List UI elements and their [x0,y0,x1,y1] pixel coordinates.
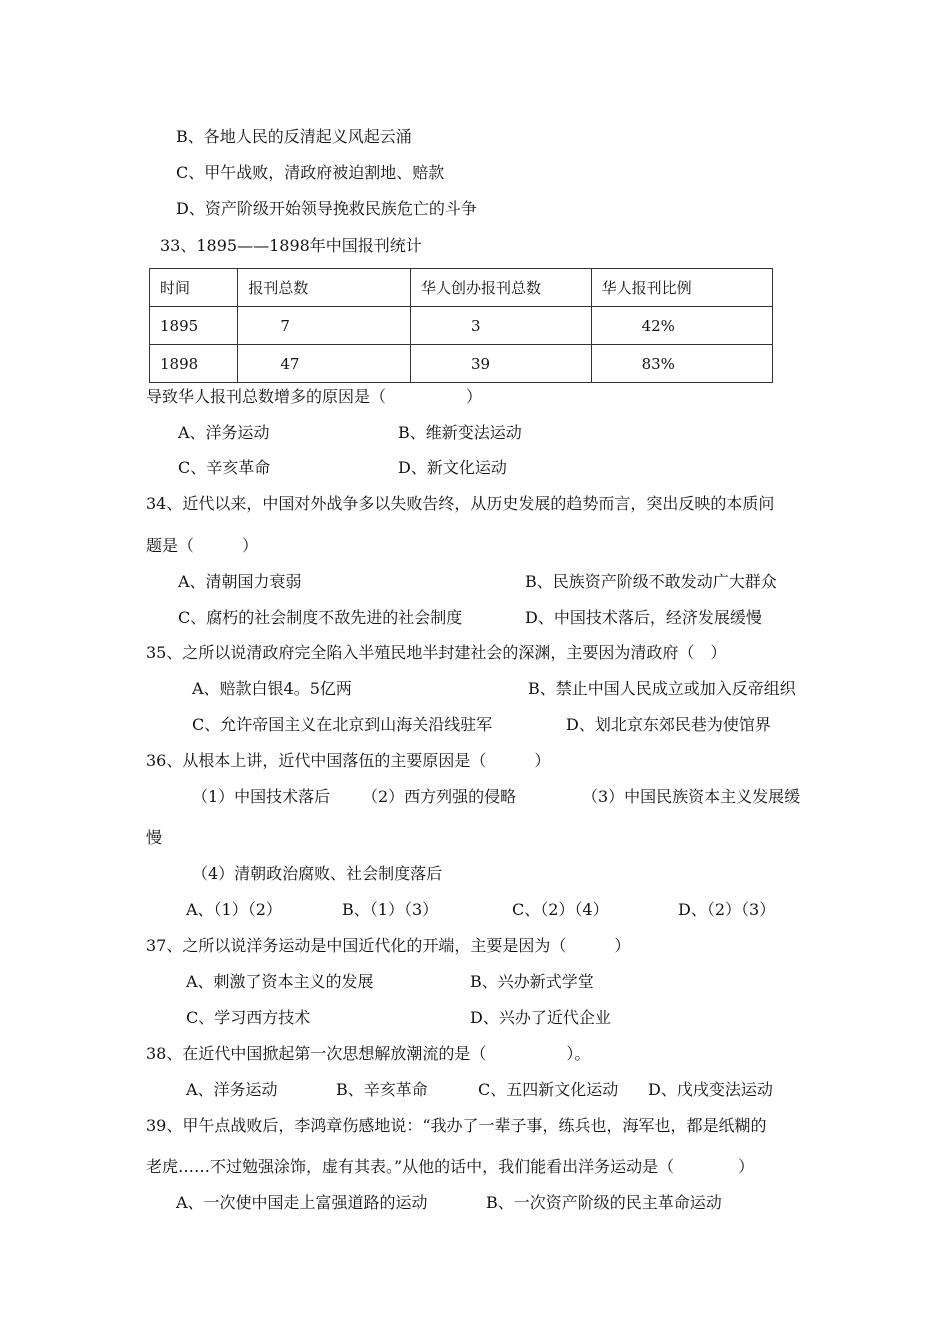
q33-title: 33、1895——1898年中国报刊统计 [160,236,422,255]
q37-option-c: C、学习西方技术 [186,1008,311,1027]
q37-option-b: B、兴办新式学堂 [470,972,594,991]
q38-option-a: A、洋务运动 [186,1080,278,1099]
q35-option-b: B、禁止中国人民成立或加入反帝组织 [528,679,796,698]
q38-stem: 38、在近代中国掀起第一次思想解放潮流的是（ ）。 [146,1044,591,1063]
q36-item-4: （4）清朝政治腐败、社会制度落后 [192,864,443,883]
q34-stem-line2: 题是（ ） [146,536,259,555]
table-cell: 7 [238,307,411,345]
table-cell: 83% [591,345,772,383]
q33-option-c: C、辛亥革命 [178,458,271,477]
q36-item-1: （1）中国技术落后 [192,787,331,806]
q37-option-a: A、刺激了资本主义的发展 [186,972,374,991]
q33-option-a: A、洋务运动 [178,423,270,442]
q38-option-b: B、辛亥革命 [336,1080,428,1099]
q33-option-d: D、新文化运动 [398,458,507,477]
q33-stem: 导致华人报刊总数增多的原因是（ ） [146,387,483,406]
table-cell: 3 [411,307,592,345]
q34-option-a: A、清朝国力衰弱 [178,572,302,591]
q36-option-d: D、（2）（3） [678,900,776,919]
q32-option-c: C、甲午战败，清政府被迫割地、赔款 [176,163,445,182]
q38-option-c: C、五四新文化运动 [478,1080,619,1099]
q37-option-d: D、兴办了近代企业 [470,1008,611,1027]
table-row [150,307,773,345]
table-row [150,345,773,383]
q36-option-b: B、（1）（3） [342,900,439,919]
table-cell: 39 [411,345,592,383]
q34-option-c: C、腐朽的社会制度不敌先进的社会制度 [178,608,463,627]
q34-option-d: D、中国技术落后，经济发展缓慢 [525,608,762,627]
q32-option-d: D、资产阶级开始领导挽救民族危亡的斗争 [176,199,477,218]
q39-stem-line2: 老虎……不过勉强涂饰，虚有其表。”从他的话中，我们能看出洋务运动是（ ） [146,1157,755,1176]
table-cell: 47 [238,345,411,383]
table-header-row [150,269,773,307]
q36-item-3: （3）中国民族资本主义发展缓 [582,787,801,806]
q36-stem: 36、从根本上讲，近代中国落伍的主要原因是（ ） [146,751,551,770]
q39-option-a: A、一次使中国走上富强道路的运动 [176,1193,428,1212]
q35-stem: 35、之所以说清政府完全陷入半殖民地半封建社会的深渊，主要因为清政府（ ） [146,643,727,662]
table-header-cell: 报刊总数 [238,269,411,307]
q39-option-b: B、一次资产阶级的民主革命运动 [486,1193,722,1212]
table-header-cell: 华人创办报刊总数 [411,269,592,307]
q37-stem: 37、之所以说洋务运动是中国近代化的开端，主要是因为（ ） [146,936,631,955]
q38-option-d: D、戊戌变法运动 [648,1080,773,1099]
q34-stem-line1: 34、近代以来，中国对外战争多以失败告终，从历史发展的趋势而言，突出反映的本质问 [146,494,775,513]
q39-stem-line1: 39、甲午点战败后，李鸿章伤感地说：“我办了一辈子事，练兵也，海军也，都是纸糊的 [146,1116,767,1135]
q35-option-d: D、划北京东郊民巷为使馆界 [566,715,771,734]
q34-option-b: B、民族资产阶级不敢发动广大群众 [525,572,777,591]
q33-option-b: B、维新变法运动 [398,423,522,442]
q35-option-c: C、允许帝国主义在北京到山海关沿线驻军 [192,715,493,734]
q36-option-a: A、（1）（2） [186,900,282,919]
q36-item-3-cont: 慢 [146,828,163,847]
q35-option-a: A、赔款白银4。5亿两 [192,679,352,698]
table-cell: 42% [591,307,772,345]
table-cell: 1898 [150,345,238,383]
q36-item-2: （2）西方列强的侵略 [362,787,517,806]
table-header-cell: 时间 [150,269,238,307]
table-header-cell: 华人报刊比例 [591,269,772,307]
q36-option-c: C、（2）（4） [512,900,609,919]
q32-option-b: B、各地人民的反清起义风起云涌 [176,127,412,146]
table-cell: 1895 [150,307,238,345]
newspaper-stats-table [149,268,773,383]
